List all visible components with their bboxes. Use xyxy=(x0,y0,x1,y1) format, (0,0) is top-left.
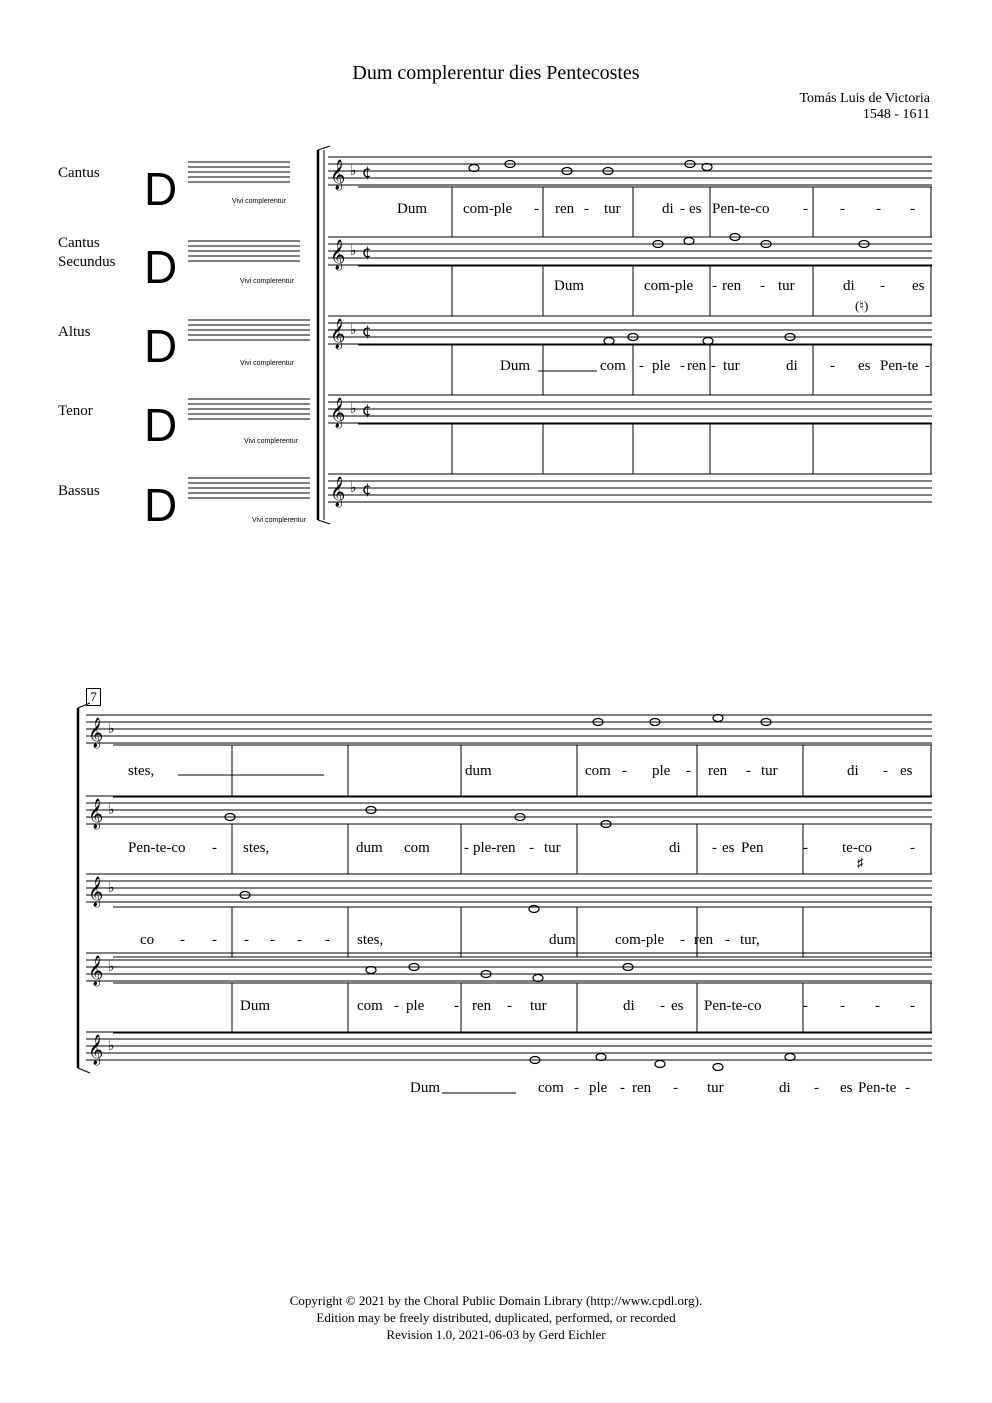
svg-text:♭: ♭ xyxy=(350,401,357,417)
svg-text:♭: ♭ xyxy=(108,721,115,737)
lyric: - xyxy=(746,763,751,779)
lyric: - xyxy=(529,840,534,856)
incipit-text: Vivi complerentur xyxy=(232,198,286,205)
lyric: di xyxy=(623,998,635,1014)
lyric: ren xyxy=(555,201,575,217)
lyric: dum xyxy=(356,840,383,856)
lyric: com-ple xyxy=(615,932,665,948)
lyric: - xyxy=(680,201,685,217)
lyric: di xyxy=(786,358,798,374)
voice-label-cantus-secundus: Cantus Secundus xyxy=(58,235,116,270)
lyric: Dum xyxy=(500,358,530,374)
lyric: ple xyxy=(589,1080,608,1096)
lyric: - xyxy=(875,998,880,1014)
initial-letter: D xyxy=(144,241,178,293)
lyric: - xyxy=(925,358,930,374)
svg-text:𝄞: 𝄞 xyxy=(330,398,346,428)
footer-revision: Revision 1.0, 2021-06-03 by Gerd Eichler xyxy=(386,1327,606,1342)
svg-text:¢: ¢ xyxy=(362,480,372,498)
lyric: Dum xyxy=(554,278,584,294)
system2-staves xyxy=(78,703,932,1073)
lyric: es xyxy=(840,1080,853,1096)
measure-number: 7 xyxy=(86,688,101,706)
svg-text:♭: ♭ xyxy=(350,322,357,338)
lyric: stes, xyxy=(128,763,155,779)
svg-text:¢: ¢ xyxy=(362,322,372,340)
lyric: Dum xyxy=(410,1080,440,1096)
composer-name: Tomás Luis de Victoria xyxy=(799,91,930,106)
lyric: - xyxy=(840,201,845,217)
lyric: Pen-te-co xyxy=(704,998,762,1014)
svg-text:♭: ♭ xyxy=(108,959,115,975)
initial-letter: D xyxy=(144,399,178,451)
svg-text:♭: ♭ xyxy=(350,243,357,259)
lyric: - xyxy=(454,998,459,1014)
svg-text:𝄞: 𝄞 xyxy=(330,240,346,270)
lyric: - xyxy=(814,1080,819,1096)
lyric: - xyxy=(712,278,717,294)
lyric: - xyxy=(584,201,589,217)
lyric: ren xyxy=(472,998,492,1014)
svg-text:𝄞: 𝄞 xyxy=(88,956,104,986)
lyric: com xyxy=(357,998,383,1014)
lyric: stes, xyxy=(357,932,384,948)
lyric: - xyxy=(910,201,915,217)
lyric: com xyxy=(404,840,430,856)
lyric: - xyxy=(712,840,717,856)
score-title: Dum complerentur dies Pentecostes xyxy=(352,62,640,84)
svg-text:¢: ¢ xyxy=(362,243,372,261)
svg-text:♭: ♭ xyxy=(108,1038,115,1054)
lyric: ren xyxy=(694,932,714,948)
lyric: ple-ren xyxy=(473,840,516,856)
lyric: - xyxy=(620,1080,625,1096)
lyric: - xyxy=(244,932,249,948)
lyric: - xyxy=(212,840,217,856)
svg-text:𝄞: 𝄞 xyxy=(88,877,104,907)
editorial-sharp: ♯ xyxy=(857,855,864,870)
lyric: - xyxy=(180,932,185,948)
lyric: com xyxy=(600,358,626,374)
lyric: di xyxy=(779,1080,791,1096)
lyric: - xyxy=(622,763,627,779)
lyric: ren xyxy=(708,763,728,779)
svg-text:♭: ♭ xyxy=(350,480,357,496)
footer-license: Edition may be freely distributed, duplicated, performed, or recorded xyxy=(316,1310,676,1325)
svg-text:¢: ¢ xyxy=(362,163,372,181)
lyric: di xyxy=(847,763,859,779)
lyric: es xyxy=(689,201,702,217)
lyric: tur xyxy=(530,998,547,1014)
svg-text:𝄞: 𝄞 xyxy=(330,477,346,507)
lyric: - xyxy=(686,763,691,779)
svg-text:♭: ♭ xyxy=(108,802,115,818)
lyric: - xyxy=(680,358,685,374)
lyric: - xyxy=(910,998,915,1014)
incipit-staves xyxy=(188,162,310,498)
lyric: tur xyxy=(604,201,621,217)
voice-label-tenor: Tenor xyxy=(58,403,93,419)
lyric: es xyxy=(912,278,925,294)
initial-letter: D xyxy=(144,479,178,531)
lyric: com xyxy=(538,1080,564,1096)
lyric: ple xyxy=(652,358,671,374)
lyric: tur, xyxy=(740,932,760,948)
lyric: - xyxy=(534,201,539,217)
svg-text:𝄞: 𝄞 xyxy=(88,1035,104,1065)
lyric: Pen-te-co xyxy=(128,840,186,856)
svg-text:¢: ¢ xyxy=(362,401,372,419)
lyric: Pen-te xyxy=(858,1080,897,1096)
lyric: - xyxy=(880,278,885,294)
svg-text:𝄞: 𝄞 xyxy=(88,799,104,829)
initial-letter: D xyxy=(144,163,178,215)
incipit-text: Vivi complerentur xyxy=(244,438,298,445)
composer-dates: 1548 - 1611 xyxy=(862,107,930,122)
lyric: Dum xyxy=(240,998,270,1014)
lyric: - xyxy=(840,998,845,1014)
lyric: - xyxy=(212,932,217,948)
lyric: di xyxy=(843,278,855,294)
system1-staves xyxy=(318,146,932,524)
lyric: es xyxy=(722,840,735,856)
incipit-text: Vivi complerentur xyxy=(252,517,306,524)
lyric: - xyxy=(830,358,835,374)
lyric: - xyxy=(297,932,302,948)
lyric: es xyxy=(671,998,684,1014)
lyric: - xyxy=(711,358,716,374)
lyric: di xyxy=(662,201,674,217)
lyric: tur xyxy=(707,1080,724,1096)
lyric: tur xyxy=(723,358,740,374)
lyric: tur xyxy=(778,278,795,294)
lyric: - xyxy=(803,201,808,217)
lyric: te-co xyxy=(842,840,872,856)
svg-text:𝄞: 𝄞 xyxy=(330,160,346,190)
lyric: - xyxy=(803,840,808,856)
lyric: - xyxy=(639,358,644,374)
lyric: - xyxy=(464,840,469,856)
lyric: - xyxy=(394,998,399,1014)
lyric: Dum xyxy=(397,201,427,217)
lyric: - xyxy=(803,998,808,1014)
lyric: Pen xyxy=(741,840,764,856)
lyric: - xyxy=(905,1080,910,1096)
lyric: tur xyxy=(544,840,561,856)
lyric: dum xyxy=(465,763,492,779)
lyric: Pen-te xyxy=(880,358,919,374)
lyric: stes, xyxy=(243,840,270,856)
lyric: dum xyxy=(549,932,576,948)
lyric: - xyxy=(574,1080,579,1096)
lyric: - xyxy=(910,840,915,856)
lyric: tur xyxy=(761,763,778,779)
lyric: - xyxy=(760,278,765,294)
lyric: com-ple xyxy=(644,278,694,294)
svg-text:♭: ♭ xyxy=(108,880,115,896)
lyric: - xyxy=(876,201,881,217)
lyric: Pen-te-co xyxy=(712,201,770,217)
lyric: ren xyxy=(632,1080,652,1096)
incipit-text: Vivi complerentur xyxy=(240,278,294,285)
lyric: - xyxy=(507,998,512,1014)
lyric: - xyxy=(660,998,665,1014)
lyric: - xyxy=(680,932,685,948)
lyric: - xyxy=(725,932,730,948)
svg-text:𝄞: 𝄞 xyxy=(88,718,104,748)
lyric: com xyxy=(585,763,611,779)
lyric: ren xyxy=(722,278,742,294)
lyric: com-ple xyxy=(463,201,513,217)
lyric: di xyxy=(669,840,681,856)
lyric: ren xyxy=(687,358,707,374)
lyric: - xyxy=(325,932,330,948)
lyric: co xyxy=(140,932,155,948)
svg-text:♭: ♭ xyxy=(350,163,357,179)
lyric: es xyxy=(858,358,871,374)
lyric: es xyxy=(900,763,913,779)
svg-text:𝄞: 𝄞 xyxy=(330,319,346,349)
voice-label-cantus: Cantus xyxy=(58,165,100,181)
initial-letter: D xyxy=(144,320,178,372)
voice-label-altus: Altus xyxy=(58,324,91,340)
editorial-natural: (♮) xyxy=(855,298,869,313)
lyric: ple xyxy=(652,763,671,779)
voice-label-bassus: Bassus xyxy=(58,483,100,499)
lyric: ple xyxy=(406,998,425,1014)
footer-copyright: Copyright © 2021 by the Choral Public Domain Library (http://www.cpdl.org). xyxy=(289,1293,703,1308)
lyric: - xyxy=(673,1080,678,1096)
lyric: - xyxy=(883,763,888,779)
lyric: - xyxy=(270,932,275,948)
incipit-text: Vivi complerentur xyxy=(240,360,294,367)
